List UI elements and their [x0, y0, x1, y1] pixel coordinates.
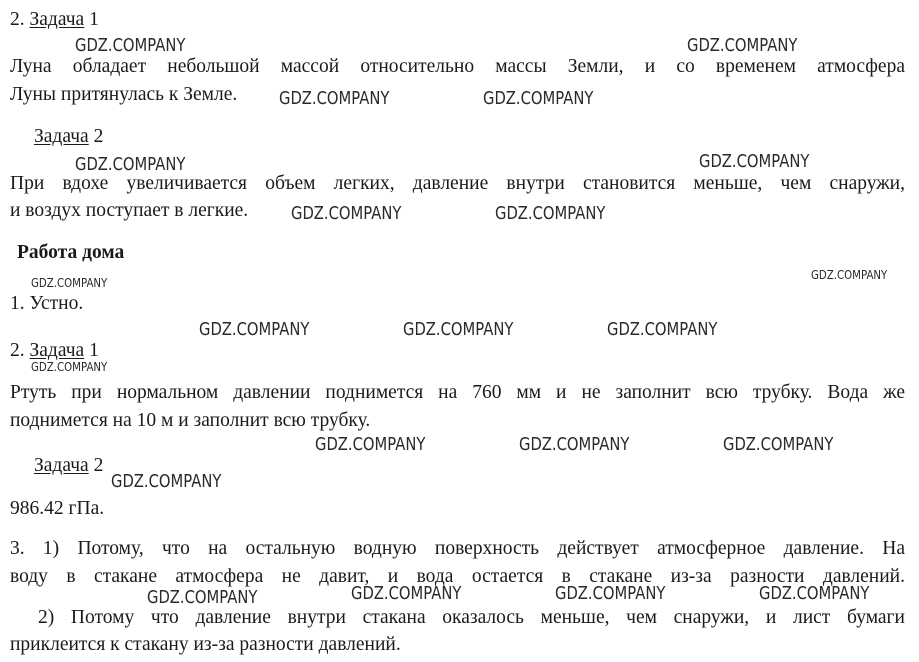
watermark: GDZ.COMPANY — [519, 434, 630, 455]
watermark: GDZ.COMPANY — [555, 583, 666, 604]
watermark: GDZ.COMPANY — [199, 319, 310, 340]
homework-task-2-answer: 986.42 гПа. — [10, 498, 105, 519]
watermark: GDZ.COMPANY — [279, 88, 390, 109]
item-3-line-1: 3. 1) Потому, что на остальную водную поверхность действует атмосферное давление. На — [10, 538, 905, 559]
watermark: GDZ.COMPANY — [75, 35, 186, 56]
watermark: GDZ.COMPANY — [147, 587, 258, 608]
homework-task-2-number: 2 — [93, 455, 104, 476]
watermark: GDZ.COMPANY — [403, 319, 514, 340]
item-3-line-4: приклеится к стакану из-за разности давлений. — [10, 634, 401, 655]
task-2-heading — [34, 125, 103, 149]
watermark: GDZ.COMPANY — [723, 434, 834, 455]
item-number: 2. — [10, 340, 25, 361]
homework-task-1-number: 1 — [89, 340, 99, 361]
homework-task-1-label: Задача — [29, 340, 85, 361]
task-2-text-line-1: При вдохе увеличивается объем легких, давление внутри становится меньше, чем снаружи, — [10, 173, 905, 194]
watermark: GDZ.COMPANY — [75, 154, 186, 175]
watermark: GDZ.COMPANY — [699, 151, 810, 172]
homework-task-2-label: Задача — [34, 455, 89, 476]
watermark: GDZ.COMPANY — [607, 319, 718, 340]
watermark: GDZ.COMPANY — [495, 203, 606, 224]
task-1-text-line-1: Луна обладает небольшой массой относительно массы Земли, и со временем атмосфера — [10, 56, 905, 77]
homework-task-1-line-2: поднимется на 10 м и заполнит всю трубку. — [10, 410, 371, 431]
watermark: GDZ.COMPANY — [687, 35, 798, 56]
item-3-line-2: воду в стакане атмосфера не давит, и вода остается в стакане из-за разности давлений. — [10, 566, 905, 587]
watermark: GDZ.COMPANY — [31, 276, 108, 290]
homework-task-2-heading — [34, 454, 103, 478]
watermark: GDZ.COMPANY — [31, 360, 108, 374]
watermark: GDZ.COMPANY — [483, 88, 594, 109]
task-1-text-line-2: Луны притянулась к Земле. — [10, 84, 238, 105]
task-2-label: Задача — [34, 126, 89, 147]
homework-task-1-line-1: Ртуть при нормальном давлении поднимется на 760 мм и не заполнит всю трубку. Вода же — [10, 382, 905, 403]
watermark: GDZ.COMPANY — [759, 583, 870, 604]
item-3-line-3: 2) Потому что давление внутри стакана оказалось меньше, чем снаружи, и лист бумаги — [38, 607, 905, 628]
item-number: 2. — [10, 9, 25, 30]
task-2-text-line-2: и воздух поступает в легкие. — [10, 200, 249, 221]
task-2-number: 2 — [93, 126, 104, 147]
watermark: GDZ.COMPANY — [315, 434, 426, 455]
classwork-item-2 — [10, 8, 99, 32]
watermark: GDZ.COMPANY — [291, 203, 402, 224]
homework-heading: Работа дома — [17, 242, 125, 263]
watermark: GDZ.COMPANY — [351, 583, 462, 604]
task-1-number: 1 — [89, 9, 99, 30]
task-1-label: Задача — [29, 9, 85, 30]
watermark: GDZ.COMPANY — [811, 268, 888, 282]
watermark: GDZ.COMPANY — [111, 471, 222, 492]
homework-item-1: 1. Устно. — [10, 293, 84, 314]
